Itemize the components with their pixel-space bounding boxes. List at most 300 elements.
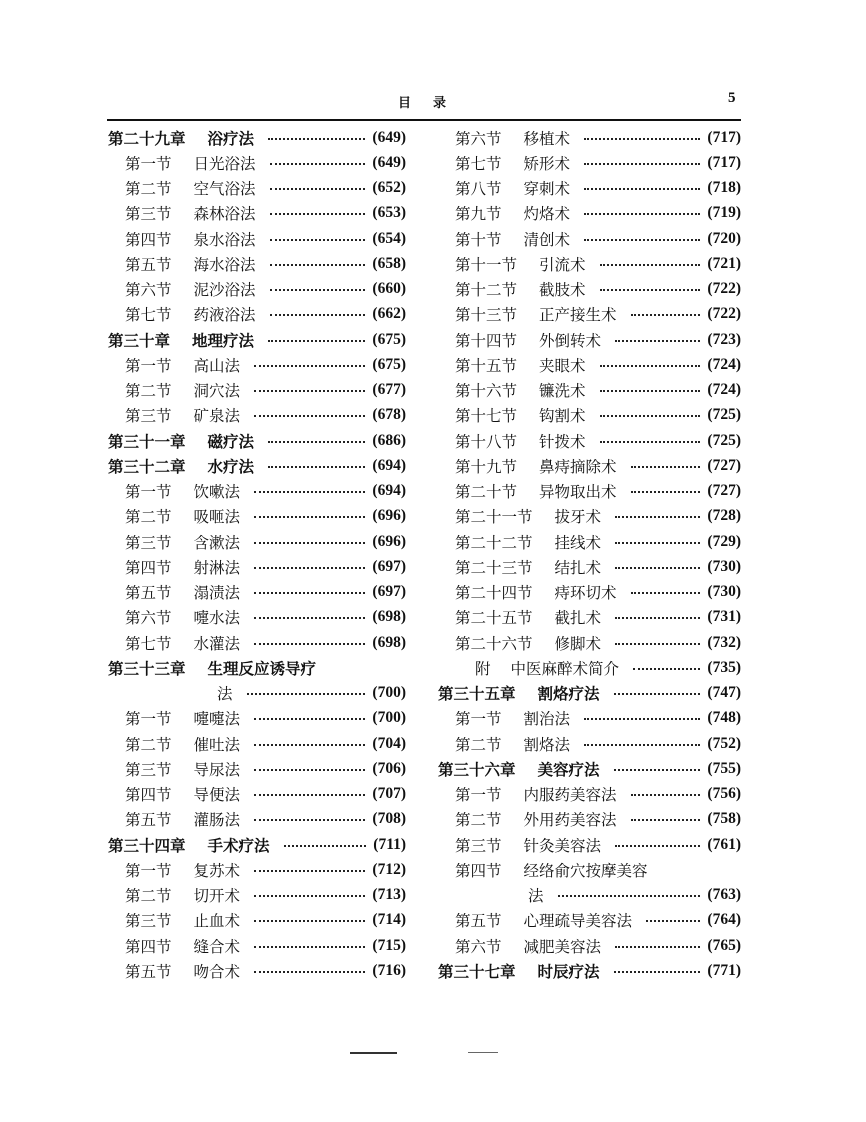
- dot-leader: [600, 390, 701, 392]
- entry-title: 水疗法: [207, 456, 255, 476]
- entry-page-number: (724): [707, 355, 741, 373]
- entry-page-number: (708): [372, 810, 406, 828]
- toc-section-entry: [108, 479, 406, 504]
- dot-leader: [254, 592, 365, 594]
- entry-title: 吸咂法: [193, 508, 241, 527]
- toc-section-entry: [108, 150, 406, 175]
- entry-title: 镰洗术: [539, 382, 586, 401]
- entry-label: 第十一节: [455, 255, 518, 274]
- dot-leader: [268, 138, 365, 140]
- entry-page-number: (675): [372, 330, 406, 348]
- dot-leader: [254, 971, 365, 973]
- entry-title: 针拨术: [539, 432, 586, 451]
- entry-title: 矫形术: [523, 154, 571, 173]
- entry-label: 第十三节: [455, 306, 518, 325]
- entry-title: 割治法: [523, 710, 571, 729]
- header-rule: [107, 119, 741, 121]
- entry-page-number: (758): [707, 810, 741, 828]
- toc-section-entry: [438, 832, 741, 857]
- toc-section-entry: [438, 807, 741, 832]
- toc-chapter-entry: [438, 756, 741, 781]
- entry-label: 第十九节: [455, 457, 518, 476]
- dot-leader: [584, 138, 700, 140]
- entry-title: 穿刺术: [523, 180, 571, 199]
- entry-label: 第三十五章: [438, 684, 516, 704]
- dot-leader: [270, 289, 366, 291]
- dot-leader: [270, 239, 366, 241]
- entry-page-number: (696): [372, 532, 406, 550]
- entry-page-number: (747): [707, 684, 741, 702]
- toc-section-entry: [108, 731, 406, 756]
- toc-chapter-entry: [108, 832, 406, 857]
- dot-leader: [254, 819, 365, 821]
- toc-section-entry: [108, 226, 406, 251]
- dot-leader: [254, 643, 365, 645]
- dot-leader: [631, 794, 701, 796]
- entry-label: 第三十四章: [108, 835, 186, 855]
- entry-label: 第二十一节: [455, 508, 533, 527]
- entry-label: 第二十四节: [455, 584, 533, 603]
- toc-section-entry: [438, 706, 741, 731]
- entry-page-number: (717): [707, 153, 741, 171]
- entry-page-number: (771): [707, 961, 741, 979]
- footer-mark: [468, 1052, 498, 1053]
- entry-title: 拔牙术: [554, 508, 602, 527]
- toc-section-entry: [438, 201, 741, 226]
- entry-label: 第一节: [455, 786, 502, 805]
- entry-label: 第二十节: [455, 483, 518, 502]
- dot-leader: [268, 466, 365, 468]
- entry-title: 外倒转术: [539, 331, 602, 350]
- entry-title: 截肢术: [539, 281, 586, 300]
- dot-leader: [615, 567, 700, 569]
- entry-title: 含漱法: [193, 533, 241, 552]
- entry-page-number: (697): [372, 557, 406, 575]
- entry-title: 中医麻醉术简介: [510, 659, 620, 678]
- entry-page-number: (662): [372, 305, 406, 323]
- entry-title: 日光浴法: [193, 154, 256, 173]
- dot-leader: [614, 693, 701, 695]
- entry-page-number: (696): [372, 507, 406, 525]
- entry-page-number: (725): [707, 431, 741, 449]
- toc-section-entry: [108, 706, 406, 731]
- entry-page-number: (713): [372, 886, 406, 904]
- toc-chapter-entry: [108, 655, 406, 680]
- entry-title: 复苏术: [193, 861, 241, 880]
- entry-title: 手术疗法: [207, 835, 270, 855]
- entry-title: 空气浴法: [193, 180, 256, 199]
- entry-label: 第五节: [125, 255, 172, 274]
- entry-title: 射淋法: [193, 558, 241, 577]
- entry-label: 第六节: [455, 129, 502, 148]
- entry-label: 第一节: [125, 710, 172, 729]
- entry-title: 引流术: [539, 255, 586, 274]
- dot-leader: [254, 870, 365, 872]
- entry-title: 清创术: [523, 230, 571, 249]
- entry-label: 第二节: [125, 735, 172, 754]
- toc-section-entry: [438, 479, 741, 504]
- entry-label: 第五节: [125, 962, 172, 981]
- entry-page-number: (721): [707, 254, 741, 272]
- entry-title: 溻渍法: [193, 584, 241, 603]
- entry-title: 割烙疗法: [537, 684, 600, 704]
- dot-leader: [631, 466, 701, 468]
- dot-leader: [254, 895, 365, 897]
- entry-label: 第二节: [455, 735, 502, 754]
- toc-chapter-entry: [438, 958, 741, 983]
- entry-label: 第十八节: [455, 432, 518, 451]
- entry-page-number: (755): [707, 759, 741, 777]
- entry-page-number: (653): [372, 204, 406, 222]
- toc-section-entry: [438, 327, 741, 352]
- dot-leader: [254, 365, 365, 367]
- entry-page-number: (761): [707, 835, 741, 853]
- entry-page-number: (717): [707, 128, 741, 146]
- toc-section-entry: [438, 580, 741, 605]
- toc-section-entry: [438, 302, 741, 327]
- entry-title: 法: [217, 685, 233, 704]
- dot-leader: [615, 516, 700, 518]
- entry-title: 生理反应诱导疗: [207, 658, 317, 678]
- toc-section-entry: [108, 403, 406, 428]
- entry-page-number: (714): [372, 911, 406, 929]
- entry-title: 结扎术: [554, 558, 602, 577]
- entry-label: 第四节: [125, 786, 172, 805]
- dot-leader: [584, 213, 700, 215]
- entry-label: 第三十一章: [108, 431, 186, 451]
- dot-leader: [270, 213, 366, 215]
- entry-page-number: (735): [707, 658, 741, 676]
- entry-label: 第十二节: [455, 281, 518, 300]
- entry-page-number: (729): [707, 532, 741, 550]
- entry-label: 第十七节: [455, 407, 518, 426]
- entry-page-number: (698): [372, 633, 406, 651]
- entry-title: 灼烙术: [523, 205, 571, 224]
- dot-leader: [254, 390, 365, 392]
- toc-section-entry: [108, 605, 406, 630]
- entry-page-number: (724): [707, 381, 741, 399]
- dot-leader: [631, 819, 701, 821]
- entry-title: 地理疗法: [192, 330, 255, 350]
- entry-page-number: (707): [372, 785, 406, 803]
- entry-title: 美容疗法: [537, 759, 600, 779]
- dot-leader: [584, 718, 700, 720]
- toc-section-entry: [438, 605, 741, 630]
- entry-label: 第一节: [125, 483, 172, 502]
- toc-section-entry: [438, 883, 741, 908]
- toc-section-entry: [108, 883, 406, 908]
- toc-section-entry: [108, 529, 406, 554]
- entry-page-number: (712): [372, 860, 406, 878]
- entry-page-number: (654): [372, 229, 406, 247]
- entry-title: 异物取出术: [539, 483, 617, 502]
- entry-label: 第三节: [125, 912, 172, 931]
- entry-title: 割烙法: [523, 735, 571, 754]
- dot-leader: [254, 617, 365, 619]
- dot-leader: [254, 794, 365, 796]
- entry-title: 催吐法: [193, 735, 241, 754]
- dot-leader: [614, 971, 701, 973]
- toc-section-entry: [438, 933, 741, 958]
- entry-page-number: (720): [707, 229, 741, 247]
- entry-title: 正产接生术: [539, 306, 617, 325]
- entry-page-number: (730): [707, 583, 741, 601]
- dot-leader: [270, 163, 366, 165]
- dot-leader: [600, 365, 701, 367]
- toc-section-entry: [438, 226, 741, 251]
- entry-label: 第二节: [125, 180, 172, 199]
- entry-label: 第三节: [125, 533, 172, 552]
- toc-section-entry: [438, 352, 741, 377]
- toc-section-entry: [438, 251, 741, 276]
- toc-section-entry: [108, 176, 406, 201]
- dot-leader: [584, 188, 700, 190]
- entry-title: 经络俞穴按摩美容: [523, 861, 648, 880]
- toc-section-entry: [108, 681, 406, 706]
- page-number: 5: [728, 90, 736, 106]
- entry-label: 第五节: [125, 584, 172, 603]
- toc-section-entry: [438, 403, 741, 428]
- entry-page-number: (652): [372, 179, 406, 197]
- toc-section-entry: [438, 782, 741, 807]
- entry-title: 泥沙浴法: [193, 281, 256, 300]
- running-header-title: 目录: [398, 96, 469, 111]
- toc-section-entry: [108, 756, 406, 781]
- dot-leader: [270, 264, 366, 266]
- entry-label: 第一节: [455, 710, 502, 729]
- dot-leader: [584, 744, 700, 746]
- entry-title: 法: [528, 887, 544, 906]
- entry-page-number: (728): [707, 507, 741, 525]
- entry-label: 第三十二章: [108, 456, 186, 476]
- entry-title: 矿泉法: [193, 407, 241, 426]
- toc-section-entry: [108, 504, 406, 529]
- entry-page-number: (649): [372, 128, 406, 146]
- entry-label: 第一节: [125, 356, 172, 375]
- entry-label: 第十六节: [455, 382, 518, 401]
- entry-title: 泉水浴法: [193, 230, 256, 249]
- entry-title: 饮嗽法: [193, 483, 241, 502]
- toc-section-entry: [438, 150, 741, 175]
- dot-leader: [270, 314, 366, 316]
- dot-leader: [270, 188, 366, 190]
- dot-leader: [254, 542, 365, 544]
- toc-section-entry: [108, 782, 406, 807]
- dot-leader: [600, 415, 701, 417]
- dot-leader: [600, 289, 701, 291]
- entry-label: 第二节: [125, 887, 172, 906]
- toc-section-entry: [438, 731, 741, 756]
- entry-page-number: (677): [372, 381, 406, 399]
- toc-section-entry: [438, 529, 741, 554]
- toc-section-entry: [108, 352, 406, 377]
- dot-leader: [254, 744, 365, 746]
- entry-label: 第三十章: [108, 330, 171, 350]
- entry-title: 痔环切术: [554, 584, 617, 603]
- dot-leader: [558, 895, 701, 897]
- dot-leader: [268, 441, 365, 443]
- entry-label: 第七节: [125, 306, 172, 325]
- entry-title: 药液浴法: [193, 306, 256, 325]
- entry-title: 水灌法: [193, 634, 241, 653]
- entry-label: 第九节: [455, 205, 502, 224]
- entry-page-number: (658): [372, 254, 406, 272]
- entry-label: 附: [475, 659, 491, 678]
- entry-page-number: (660): [372, 280, 406, 298]
- entry-page-number: (716): [372, 961, 406, 979]
- entry-title: 时辰疗法: [537, 961, 600, 981]
- entry-title: 挂线术: [554, 533, 602, 552]
- dot-leader: [600, 264, 701, 266]
- toc-section-entry: [108, 807, 406, 832]
- entry-title: 修脚术: [554, 634, 602, 653]
- dot-leader: [247, 693, 366, 695]
- toc-section-entry: [438, 125, 741, 150]
- entry-page-number: (706): [372, 759, 406, 777]
- entry-title: 切开术: [193, 887, 241, 906]
- entry-label: 第三十六章: [438, 759, 516, 779]
- entry-label: 第二十三节: [455, 558, 533, 577]
- entry-label: 第二节: [125, 508, 172, 527]
- entry-title: 减肥美容法: [523, 937, 602, 956]
- entry-page-number: (675): [372, 355, 406, 373]
- entry-label: 第五节: [125, 811, 172, 830]
- entry-title: 钩割术: [539, 407, 586, 426]
- entry-label: 第十节: [455, 230, 502, 249]
- toc-section-entry: [108, 277, 406, 302]
- entry-page-number: (698): [372, 608, 406, 626]
- entry-title: 内服药美容法: [523, 786, 617, 805]
- dot-leader: [268, 340, 365, 342]
- dot-leader: [631, 314, 701, 316]
- entry-page-number: (731): [707, 608, 741, 626]
- toc-section-entry: [438, 857, 741, 882]
- dot-leader: [646, 920, 700, 922]
- toc-section-entry: [108, 857, 406, 882]
- entry-page-number: (752): [707, 734, 741, 752]
- entry-label: 第六节: [455, 937, 502, 956]
- entry-page-number: (722): [707, 305, 741, 323]
- entry-page-number: (686): [372, 431, 406, 449]
- dot-leader: [254, 718, 365, 720]
- entry-label: 第三节: [455, 836, 502, 855]
- entry-page-number: (727): [707, 482, 741, 500]
- entry-page-number: (725): [707, 406, 741, 424]
- entry-page-number: (722): [707, 280, 741, 298]
- entry-label: 第四节: [455, 861, 502, 880]
- dot-leader: [633, 668, 700, 670]
- entry-title: 心理疏导美容法: [523, 912, 633, 931]
- entry-page-number: (649): [372, 153, 406, 171]
- toc-section-entry: [438, 504, 741, 529]
- toc-section-entry: [438, 908, 741, 933]
- toc-section-entry: [438, 630, 741, 655]
- entry-page-number: (718): [707, 179, 741, 197]
- dot-leader: [254, 491, 365, 493]
- entry-label: 第三节: [125, 760, 172, 779]
- toc-section-entry: [438, 453, 741, 478]
- entry-title: 外用药美容法: [523, 811, 617, 830]
- entry-title: 止血术: [193, 912, 241, 931]
- toc-section-entry: [108, 630, 406, 655]
- entry-title: 嚏水法: [193, 609, 241, 628]
- dot-leader: [614, 769, 701, 771]
- toc-chapter-entry: [108, 453, 406, 478]
- entry-label: 第五节: [455, 912, 502, 931]
- dot-leader: [615, 845, 700, 847]
- entry-label: 第三十三章: [108, 658, 186, 678]
- dot-leader: [631, 592, 701, 594]
- entry-page-number: (723): [707, 330, 741, 348]
- entry-label: 第六节: [125, 609, 172, 628]
- entry-page-number: (697): [372, 583, 406, 601]
- toc-section-entry: [438, 554, 741, 579]
- dot-leader: [254, 567, 365, 569]
- entry-page-number: (727): [707, 456, 741, 474]
- entry-title: 导便法: [193, 786, 241, 805]
- entry-label: 第四节: [125, 937, 172, 956]
- toc-section-entry: [108, 580, 406, 605]
- dot-leader: [600, 441, 701, 443]
- entry-title: 灌肠法: [193, 811, 241, 830]
- entry-label: 第三节: [125, 407, 172, 426]
- entry-label: 第四节: [125, 230, 172, 249]
- entry-page-number: (700): [372, 709, 406, 727]
- entry-title: 浴疗法: [207, 128, 255, 148]
- entry-label: 第一节: [125, 861, 172, 880]
- toc-section-entry: [438, 277, 741, 302]
- toc-section-entry: [108, 302, 406, 327]
- entry-label: 第二十二节: [455, 533, 533, 552]
- dot-leader: [615, 946, 700, 948]
- entry-page-number: (730): [707, 557, 741, 575]
- entry-title: 吻合术: [193, 962, 241, 981]
- entry-page-number: (678): [372, 406, 406, 424]
- entry-title: 导尿法: [193, 760, 241, 779]
- entry-title: 截扎术: [554, 609, 602, 628]
- entry-title: 高山法: [193, 356, 241, 375]
- entry-page-number: (694): [372, 456, 406, 474]
- entry-label: 第三节: [125, 205, 172, 224]
- entry-title: 磁疗法: [207, 431, 255, 451]
- toc-section-entry: [438, 378, 741, 403]
- entry-page-number: (715): [372, 936, 406, 954]
- entry-label: 第十四节: [455, 331, 518, 350]
- dot-leader: [254, 516, 365, 518]
- entry-page-number: (763): [707, 886, 741, 904]
- entry-title: 海水浴法: [193, 255, 256, 274]
- entry-label: 第二十六节: [455, 634, 533, 653]
- dot-leader: [615, 340, 700, 342]
- entry-label: 第四节: [125, 558, 172, 577]
- dot-leader: [254, 769, 365, 771]
- entry-title: 嚏嚏法: [193, 710, 241, 729]
- entry-page-number: (765): [707, 936, 741, 954]
- entry-title: 针灸美容法: [523, 836, 602, 855]
- toc-section-entry: [438, 176, 741, 201]
- entry-label: 第三十七章: [438, 961, 516, 981]
- toc-section-entry: [108, 958, 406, 983]
- toc-chapter-entry: [438, 681, 741, 706]
- entry-label: 第二十九章: [108, 128, 186, 148]
- toc-section-entry: [438, 428, 741, 453]
- dot-leader: [254, 920, 365, 922]
- entry-label: 第七节: [125, 634, 172, 653]
- entry-page-number: (748): [707, 709, 741, 727]
- dot-leader: [584, 239, 700, 241]
- toc-section-entry: [108, 908, 406, 933]
- entry-label: 第十五节: [455, 356, 518, 375]
